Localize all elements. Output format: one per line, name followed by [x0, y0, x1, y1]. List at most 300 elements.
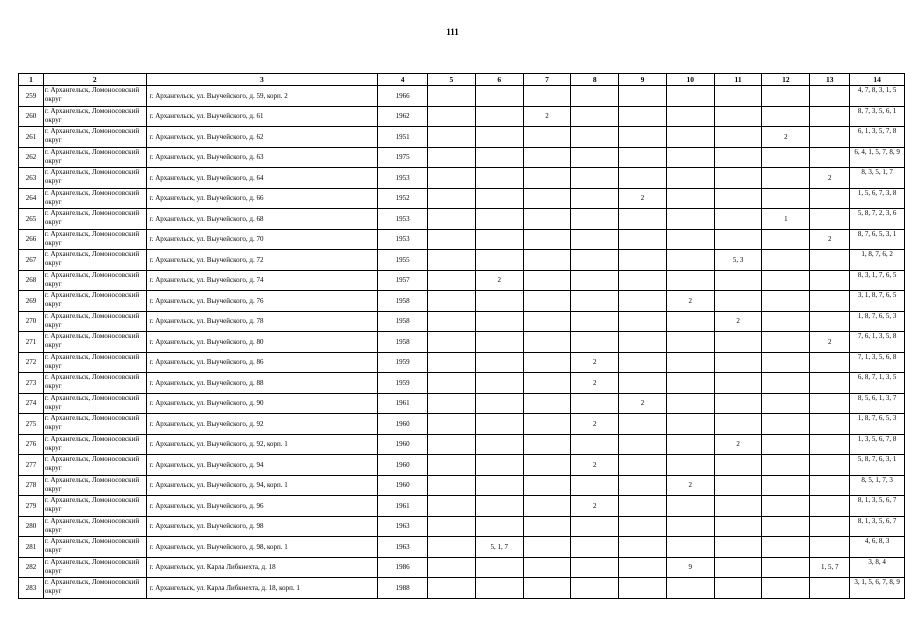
- column-9-cell: [619, 557, 667, 578]
- year-cell: 1962: [378, 106, 428, 127]
- column-7-cell: [523, 147, 571, 168]
- address-cell: г. Архангельск, ул. Выучейского, д. 62: [146, 127, 378, 148]
- table-row: [19, 229, 905, 250]
- column-7-cell: [523, 270, 571, 291]
- column-8-cell: [571, 332, 619, 353]
- column-14-cell: 8, 7, 3, 5, 6, 1: [850, 106, 905, 127]
- column-11-cell: [714, 516, 762, 537]
- column-5-cell: [428, 311, 476, 332]
- column-9-cell: [619, 516, 667, 537]
- column-14-cell: 5, 8, 7, 2, 3, 6: [850, 209, 905, 230]
- column-6-cell: [475, 516, 523, 537]
- column-7-cell: [523, 127, 571, 148]
- column-14-cell: 1, 3, 5, 6, 7, 8: [850, 434, 905, 455]
- column-9-cell: [619, 168, 667, 189]
- column-7-cell: [523, 455, 571, 476]
- column-10-cell: [666, 578, 714, 599]
- column-5-cell: [428, 455, 476, 476]
- year-cell: 1958: [378, 291, 428, 312]
- column-5-cell: [428, 475, 476, 496]
- column-13-cell: [810, 147, 850, 168]
- column-11-cell: [714, 475, 762, 496]
- table-header-row: [19, 74, 905, 86]
- column-13-cell: [810, 516, 850, 537]
- column-5-cell: [428, 557, 476, 578]
- table-row: [19, 106, 905, 127]
- column-8-cell: [571, 393, 619, 414]
- column-5-cell: [428, 209, 476, 230]
- column-7-cell: [523, 475, 571, 496]
- row-number-cell: 275: [19, 414, 44, 435]
- column-12-cell: [762, 332, 810, 353]
- address-cell: г. Архангельск, ул. Выучейского, д. 66: [146, 188, 378, 209]
- column-14-cell: 1, 5, 6, 7, 3, 8: [850, 188, 905, 209]
- district-cell: г. Архангельск, Ломоносовский округ: [43, 537, 146, 558]
- year-cell: 1957: [378, 270, 428, 291]
- column-9-cell: [619, 455, 667, 476]
- column-11-cell: 5, 3: [714, 250, 762, 271]
- column-8-cell: 2: [571, 455, 619, 476]
- column-6-cell: [475, 434, 523, 455]
- table-row: [19, 352, 905, 373]
- column-10-cell: [666, 250, 714, 271]
- address-cell: г. Архангельск, ул. Выучейского, д. 74: [146, 270, 378, 291]
- column-5-cell: [428, 168, 476, 189]
- district-cell: г. Архангельск, Ломоносовский округ: [43, 496, 146, 517]
- row-number-cell: 274: [19, 393, 44, 414]
- column-13-cell: [810, 270, 850, 291]
- column-6-cell: 5, 1, 7: [475, 537, 523, 558]
- column-6-cell: [475, 127, 523, 148]
- table-row: [19, 86, 905, 107]
- table-row: [19, 455, 905, 476]
- column-5-cell: [428, 270, 476, 291]
- district-cell: г. Архангельск, Ломоносовский округ: [43, 434, 146, 455]
- column-7-cell: [523, 86, 571, 107]
- column-header: 14: [850, 74, 905, 86]
- column-13-cell: [810, 291, 850, 312]
- district-cell: г. Архангельск, Ломоносовский округ: [43, 291, 146, 312]
- column-6-cell: [475, 373, 523, 394]
- column-10-cell: 9: [666, 557, 714, 578]
- table-row: [19, 557, 905, 578]
- address-cell: г. Архангельск, ул. Выучейского, д. 78: [146, 311, 378, 332]
- district-cell: г. Архангельск, Ломоносовский округ: [43, 311, 146, 332]
- address-cell: г. Архангельск, ул. Выучейского, д. 92, корп. 1: [146, 434, 378, 455]
- year-cell: 1953: [378, 209, 428, 230]
- column-13-cell: [810, 434, 850, 455]
- table-row: [19, 475, 905, 496]
- table-row: [19, 332, 905, 353]
- row-number-cell: 282: [19, 557, 44, 578]
- row-number-cell: 273: [19, 373, 44, 394]
- column-8-cell: [571, 311, 619, 332]
- district-cell: г. Архангельск, Ломоносовский округ: [43, 168, 146, 189]
- column-14-cell: 8, 5, 1, 7, 3: [850, 475, 905, 496]
- column-12-cell: 1: [762, 209, 810, 230]
- district-cell: г. Архангельск, Ломоносовский округ: [43, 106, 146, 127]
- column-12-cell: [762, 352, 810, 373]
- column-7-cell: [523, 496, 571, 517]
- column-12-cell: [762, 414, 810, 435]
- column-header: 4: [378, 74, 428, 86]
- column-6-cell: [475, 393, 523, 414]
- column-9-cell: [619, 475, 667, 496]
- column-11-cell: [714, 373, 762, 394]
- column-12-cell: 2: [762, 127, 810, 148]
- year-cell: 1959: [378, 352, 428, 373]
- column-8-cell: 2: [571, 373, 619, 394]
- table-row: [19, 373, 905, 394]
- column-9-cell: [619, 537, 667, 558]
- column-13-cell: [810, 537, 850, 558]
- district-cell: г. Архангельск, Ломоносовский округ: [43, 414, 146, 435]
- address-cell: г. Архангельск, ул. Выучейского, д. 88: [146, 373, 378, 394]
- column-5-cell: [428, 86, 476, 107]
- column-13-cell: [810, 127, 850, 148]
- column-12-cell: [762, 106, 810, 127]
- row-number-cell: 271: [19, 332, 44, 353]
- column-8-cell: [571, 537, 619, 558]
- column-12-cell: [762, 516, 810, 537]
- column-13-cell: [810, 250, 850, 271]
- column-7-cell: 2: [523, 106, 571, 127]
- column-8-cell: [571, 434, 619, 455]
- address-cell: г. Архангельск, ул. Выучейского, д. 76: [146, 291, 378, 312]
- column-12-cell: [762, 434, 810, 455]
- column-header: 11: [714, 74, 762, 86]
- column-6-cell: [475, 106, 523, 127]
- column-10-cell: [666, 311, 714, 332]
- column-12-cell: [762, 537, 810, 558]
- column-12-cell: [762, 270, 810, 291]
- column-10-cell: [666, 537, 714, 558]
- column-14-cell: 8, 3, 1, 7, 6, 5: [850, 270, 905, 291]
- column-6-cell: [475, 291, 523, 312]
- address-cell: г. Архангельск, ул. Карла Либкнехта, д. 18, корп. 1: [146, 578, 378, 599]
- column-6-cell: [475, 414, 523, 435]
- column-6-cell: [475, 147, 523, 168]
- table-row: [19, 270, 905, 291]
- column-11-cell: [714, 86, 762, 107]
- column-7-cell: [523, 229, 571, 250]
- column-10-cell: [666, 373, 714, 394]
- column-10-cell: 2: [666, 475, 714, 496]
- row-number-cell: 265: [19, 209, 44, 230]
- column-8-cell: 2: [571, 352, 619, 373]
- year-cell: 1960: [378, 455, 428, 476]
- column-10-cell: [666, 127, 714, 148]
- column-11-cell: [714, 188, 762, 209]
- column-9-cell: [619, 86, 667, 107]
- column-5-cell: [428, 229, 476, 250]
- column-13-cell: [810, 578, 850, 599]
- district-cell: г. Архангельск, Ломоносовский округ: [43, 229, 146, 250]
- address-cell: г. Архангельск, ул. Выучейского, д. 70: [146, 229, 378, 250]
- column-7-cell: [523, 373, 571, 394]
- row-number-cell: 283: [19, 578, 44, 599]
- column-6-cell: [475, 496, 523, 517]
- address-cell: г. Архангельск, ул. Выучейского, д. 72: [146, 250, 378, 271]
- column-6-cell: [475, 578, 523, 599]
- column-10-cell: [666, 455, 714, 476]
- year-cell: 1960: [378, 475, 428, 496]
- column-11-cell: [714, 270, 762, 291]
- column-13-cell: [810, 106, 850, 127]
- column-header: 2: [43, 74, 146, 86]
- column-10-cell: [666, 86, 714, 107]
- year-cell: 1951: [378, 127, 428, 148]
- column-14-cell: 8, 3, 5, 1, 7: [850, 168, 905, 189]
- column-13-cell: [810, 188, 850, 209]
- column-7-cell: [523, 578, 571, 599]
- address-cell: г. Архангельск, ул. Выучейского, д. 94: [146, 455, 378, 476]
- district-cell: г. Архангельск, Ломоносовский округ: [43, 332, 146, 353]
- address-cell: г. Архангельск, ул. Выучейского, д. 98: [146, 516, 378, 537]
- column-8-cell: [571, 168, 619, 189]
- column-5-cell: [428, 106, 476, 127]
- column-7-cell: [523, 250, 571, 271]
- column-7-cell: [523, 516, 571, 537]
- address-cell: г. Архангельск, ул. Выучейского, д. 63: [146, 147, 378, 168]
- column-5-cell: [428, 434, 476, 455]
- column-13-cell: [810, 311, 850, 332]
- table-row: [19, 147, 905, 168]
- column-header: 6: [475, 74, 523, 86]
- column-12-cell: [762, 147, 810, 168]
- column-7-cell: [523, 537, 571, 558]
- district-cell: г. Архангельск, Ломоносовский округ: [43, 393, 146, 414]
- year-cell: 1960: [378, 434, 428, 455]
- column-12-cell: [762, 373, 810, 394]
- column-14-cell: 3, 1, 8, 7, 6, 5: [850, 291, 905, 312]
- column-14-cell: 1, 8, 7, 6, 2: [850, 250, 905, 271]
- column-13-cell: [810, 373, 850, 394]
- table-row: [19, 537, 905, 558]
- column-9-cell: [619, 578, 667, 599]
- column-10-cell: [666, 168, 714, 189]
- table-row: [19, 168, 905, 189]
- column-header: 5: [428, 74, 476, 86]
- column-13-cell: [810, 209, 850, 230]
- column-8-cell: [571, 127, 619, 148]
- column-8-cell: 2: [571, 414, 619, 435]
- column-9-cell: [619, 434, 667, 455]
- column-7-cell: [523, 434, 571, 455]
- year-cell: 1959: [378, 373, 428, 394]
- column-header: 8: [571, 74, 619, 86]
- column-14-cell: 8, 5, 6, 1, 3, 7: [850, 393, 905, 414]
- year-cell: 1975: [378, 147, 428, 168]
- column-14-cell: 3, 8, 4: [850, 557, 905, 578]
- column-11-cell: [714, 209, 762, 230]
- table-row: [19, 188, 905, 209]
- column-13-cell: 1, 5, 7: [810, 557, 850, 578]
- column-8-cell: [571, 578, 619, 599]
- address-cell: г. Архангельск, ул. Выучейского, д. 92: [146, 414, 378, 435]
- column-5-cell: [428, 578, 476, 599]
- district-cell: г. Архангельск, Ломоносовский округ: [43, 127, 146, 148]
- column-12-cell: [762, 291, 810, 312]
- district-cell: г. Архангельск, Ломоносовский округ: [43, 557, 146, 578]
- column-7-cell: [523, 352, 571, 373]
- column-11-cell: 2: [714, 311, 762, 332]
- column-9-cell: [619, 229, 667, 250]
- column-11-cell: [714, 393, 762, 414]
- column-10-cell: [666, 516, 714, 537]
- column-7-cell: [523, 332, 571, 353]
- column-14-cell: 7, 6, 1, 3, 5, 8: [850, 332, 905, 353]
- column-14-cell: 8, 1, 3, 5, 6, 7: [850, 496, 905, 517]
- column-14-cell: 4, 7, 8, 3, 1, 5: [850, 86, 905, 107]
- column-7-cell: [523, 188, 571, 209]
- row-number-cell: 267: [19, 250, 44, 271]
- column-13-cell: [810, 496, 850, 517]
- page-number: 111: [446, 27, 459, 37]
- column-13-cell: [810, 414, 850, 435]
- address-cell: г. Архангельск, ул. Выучейского, д. 59, корп. 2: [146, 86, 378, 107]
- table-row: [19, 414, 905, 435]
- address-cell: г. Архангельск, ул. Выучейского, д. 94, корп. 1: [146, 475, 378, 496]
- column-11-cell: [714, 127, 762, 148]
- column-10-cell: [666, 393, 714, 414]
- year-cell: 1988: [378, 578, 428, 599]
- column-9-cell: [619, 147, 667, 168]
- row-number-cell: 276: [19, 434, 44, 455]
- column-6-cell: [475, 557, 523, 578]
- table-row: [19, 311, 905, 332]
- column-8-cell: [571, 86, 619, 107]
- column-7-cell: [523, 311, 571, 332]
- district-cell: г. Архангельск, Ломоносовский округ: [43, 516, 146, 537]
- district-cell: г. Архангельск, Ломоносовский округ: [43, 455, 146, 476]
- district-cell: г. Архангельск, Ломоносовский округ: [43, 86, 146, 107]
- column-11-cell: [714, 332, 762, 353]
- column-14-cell: 3, 1, 5, 6, 7, 8, 9: [850, 578, 905, 599]
- column-14-cell: 7, 1, 3, 5, 6, 8: [850, 352, 905, 373]
- address-cell: г. Архангельск, ул. Выучейского, д. 86: [146, 352, 378, 373]
- column-11-cell: [714, 496, 762, 517]
- district-cell: г. Архангельск, Ломоносовский округ: [43, 209, 146, 230]
- column-12-cell: [762, 455, 810, 476]
- column-5-cell: [428, 127, 476, 148]
- table-row: [19, 127, 905, 148]
- column-11-cell: [714, 578, 762, 599]
- column-5-cell: [428, 250, 476, 271]
- column-6-cell: [475, 86, 523, 107]
- row-number-cell: 278: [19, 475, 44, 496]
- table-row: [19, 291, 905, 312]
- column-9-cell: [619, 311, 667, 332]
- column-13-cell: [810, 86, 850, 107]
- column-6-cell: [475, 352, 523, 373]
- column-8-cell: [571, 270, 619, 291]
- column-8-cell: [571, 209, 619, 230]
- column-11-cell: [714, 291, 762, 312]
- table-row: [19, 250, 905, 271]
- year-cell: 1958: [378, 332, 428, 353]
- row-number-cell: 266: [19, 229, 44, 250]
- column-12-cell: [762, 250, 810, 271]
- year-cell: 1958: [378, 311, 428, 332]
- row-number-cell: 280: [19, 516, 44, 537]
- address-cell: г. Архангельск, ул. Выучейского, д. 61: [146, 106, 378, 127]
- column-9-cell: [619, 127, 667, 148]
- column-5-cell: [428, 373, 476, 394]
- row-number-cell: 277: [19, 455, 44, 476]
- column-14-cell: 8, 7, 6, 5, 3, 1: [850, 229, 905, 250]
- column-7-cell: [523, 291, 571, 312]
- column-8-cell: [571, 147, 619, 168]
- address-cell: г. Архангельск, ул. Карла Либкнехта, д. 18: [146, 557, 378, 578]
- column-12-cell: [762, 188, 810, 209]
- column-header: 12: [762, 74, 810, 86]
- column-10-cell: [666, 496, 714, 517]
- column-9-cell: 2: [619, 393, 667, 414]
- row-number-cell: 259: [19, 86, 44, 107]
- column-14-cell: 6, 8, 7, 1, 3, 5: [850, 373, 905, 394]
- column-13-cell: 2: [810, 229, 850, 250]
- column-14-cell: 5, 8, 7, 6, 3, 1: [850, 455, 905, 476]
- address-cell: г. Архангельск, ул. Выучейского, д. 98, корп. 1: [146, 537, 378, 558]
- column-6-cell: 2: [475, 270, 523, 291]
- table-row: [19, 393, 905, 414]
- column-11-cell: [714, 106, 762, 127]
- column-6-cell: [475, 168, 523, 189]
- district-cell: г. Архангельск, Ломоносовский округ: [43, 373, 146, 394]
- column-11-cell: [714, 229, 762, 250]
- row-number-cell: 281: [19, 537, 44, 558]
- row-number-cell: 270: [19, 311, 44, 332]
- column-11-cell: [714, 557, 762, 578]
- year-cell: 1953: [378, 229, 428, 250]
- row-number-cell: 268: [19, 270, 44, 291]
- column-5-cell: [428, 516, 476, 537]
- district-cell: г. Архангельск, Ломоносовский округ: [43, 578, 146, 599]
- district-cell: г. Архангельск, Ломоносовский округ: [43, 147, 146, 168]
- column-9-cell: [619, 270, 667, 291]
- column-10-cell: 2: [666, 291, 714, 312]
- row-number-cell: 263: [19, 168, 44, 189]
- column-13-cell: 2: [810, 332, 850, 353]
- row-number-cell: 264: [19, 188, 44, 209]
- column-5-cell: [428, 537, 476, 558]
- column-5-cell: [428, 414, 476, 435]
- district-cell: г. Архангельск, Ломоносовский округ: [43, 270, 146, 291]
- column-6-cell: [475, 475, 523, 496]
- column-10-cell: [666, 147, 714, 168]
- column-11-cell: [714, 352, 762, 373]
- column-12-cell: [762, 496, 810, 517]
- column-13-cell: 2: [810, 168, 850, 189]
- column-header: 3: [146, 74, 378, 86]
- column-10-cell: [666, 352, 714, 373]
- column-12-cell: [762, 229, 810, 250]
- column-7-cell: [523, 168, 571, 189]
- column-10-cell: [666, 229, 714, 250]
- year-cell: 1955: [378, 250, 428, 271]
- column-9-cell: [619, 291, 667, 312]
- table-row: [19, 516, 905, 537]
- column-10-cell: [666, 332, 714, 353]
- row-number-cell: 261: [19, 127, 44, 148]
- column-6-cell: [475, 455, 523, 476]
- year-cell: 1961: [378, 496, 428, 517]
- row-number-cell: 269: [19, 291, 44, 312]
- column-9-cell: [619, 209, 667, 230]
- column-6-cell: [475, 229, 523, 250]
- column-5-cell: [428, 291, 476, 312]
